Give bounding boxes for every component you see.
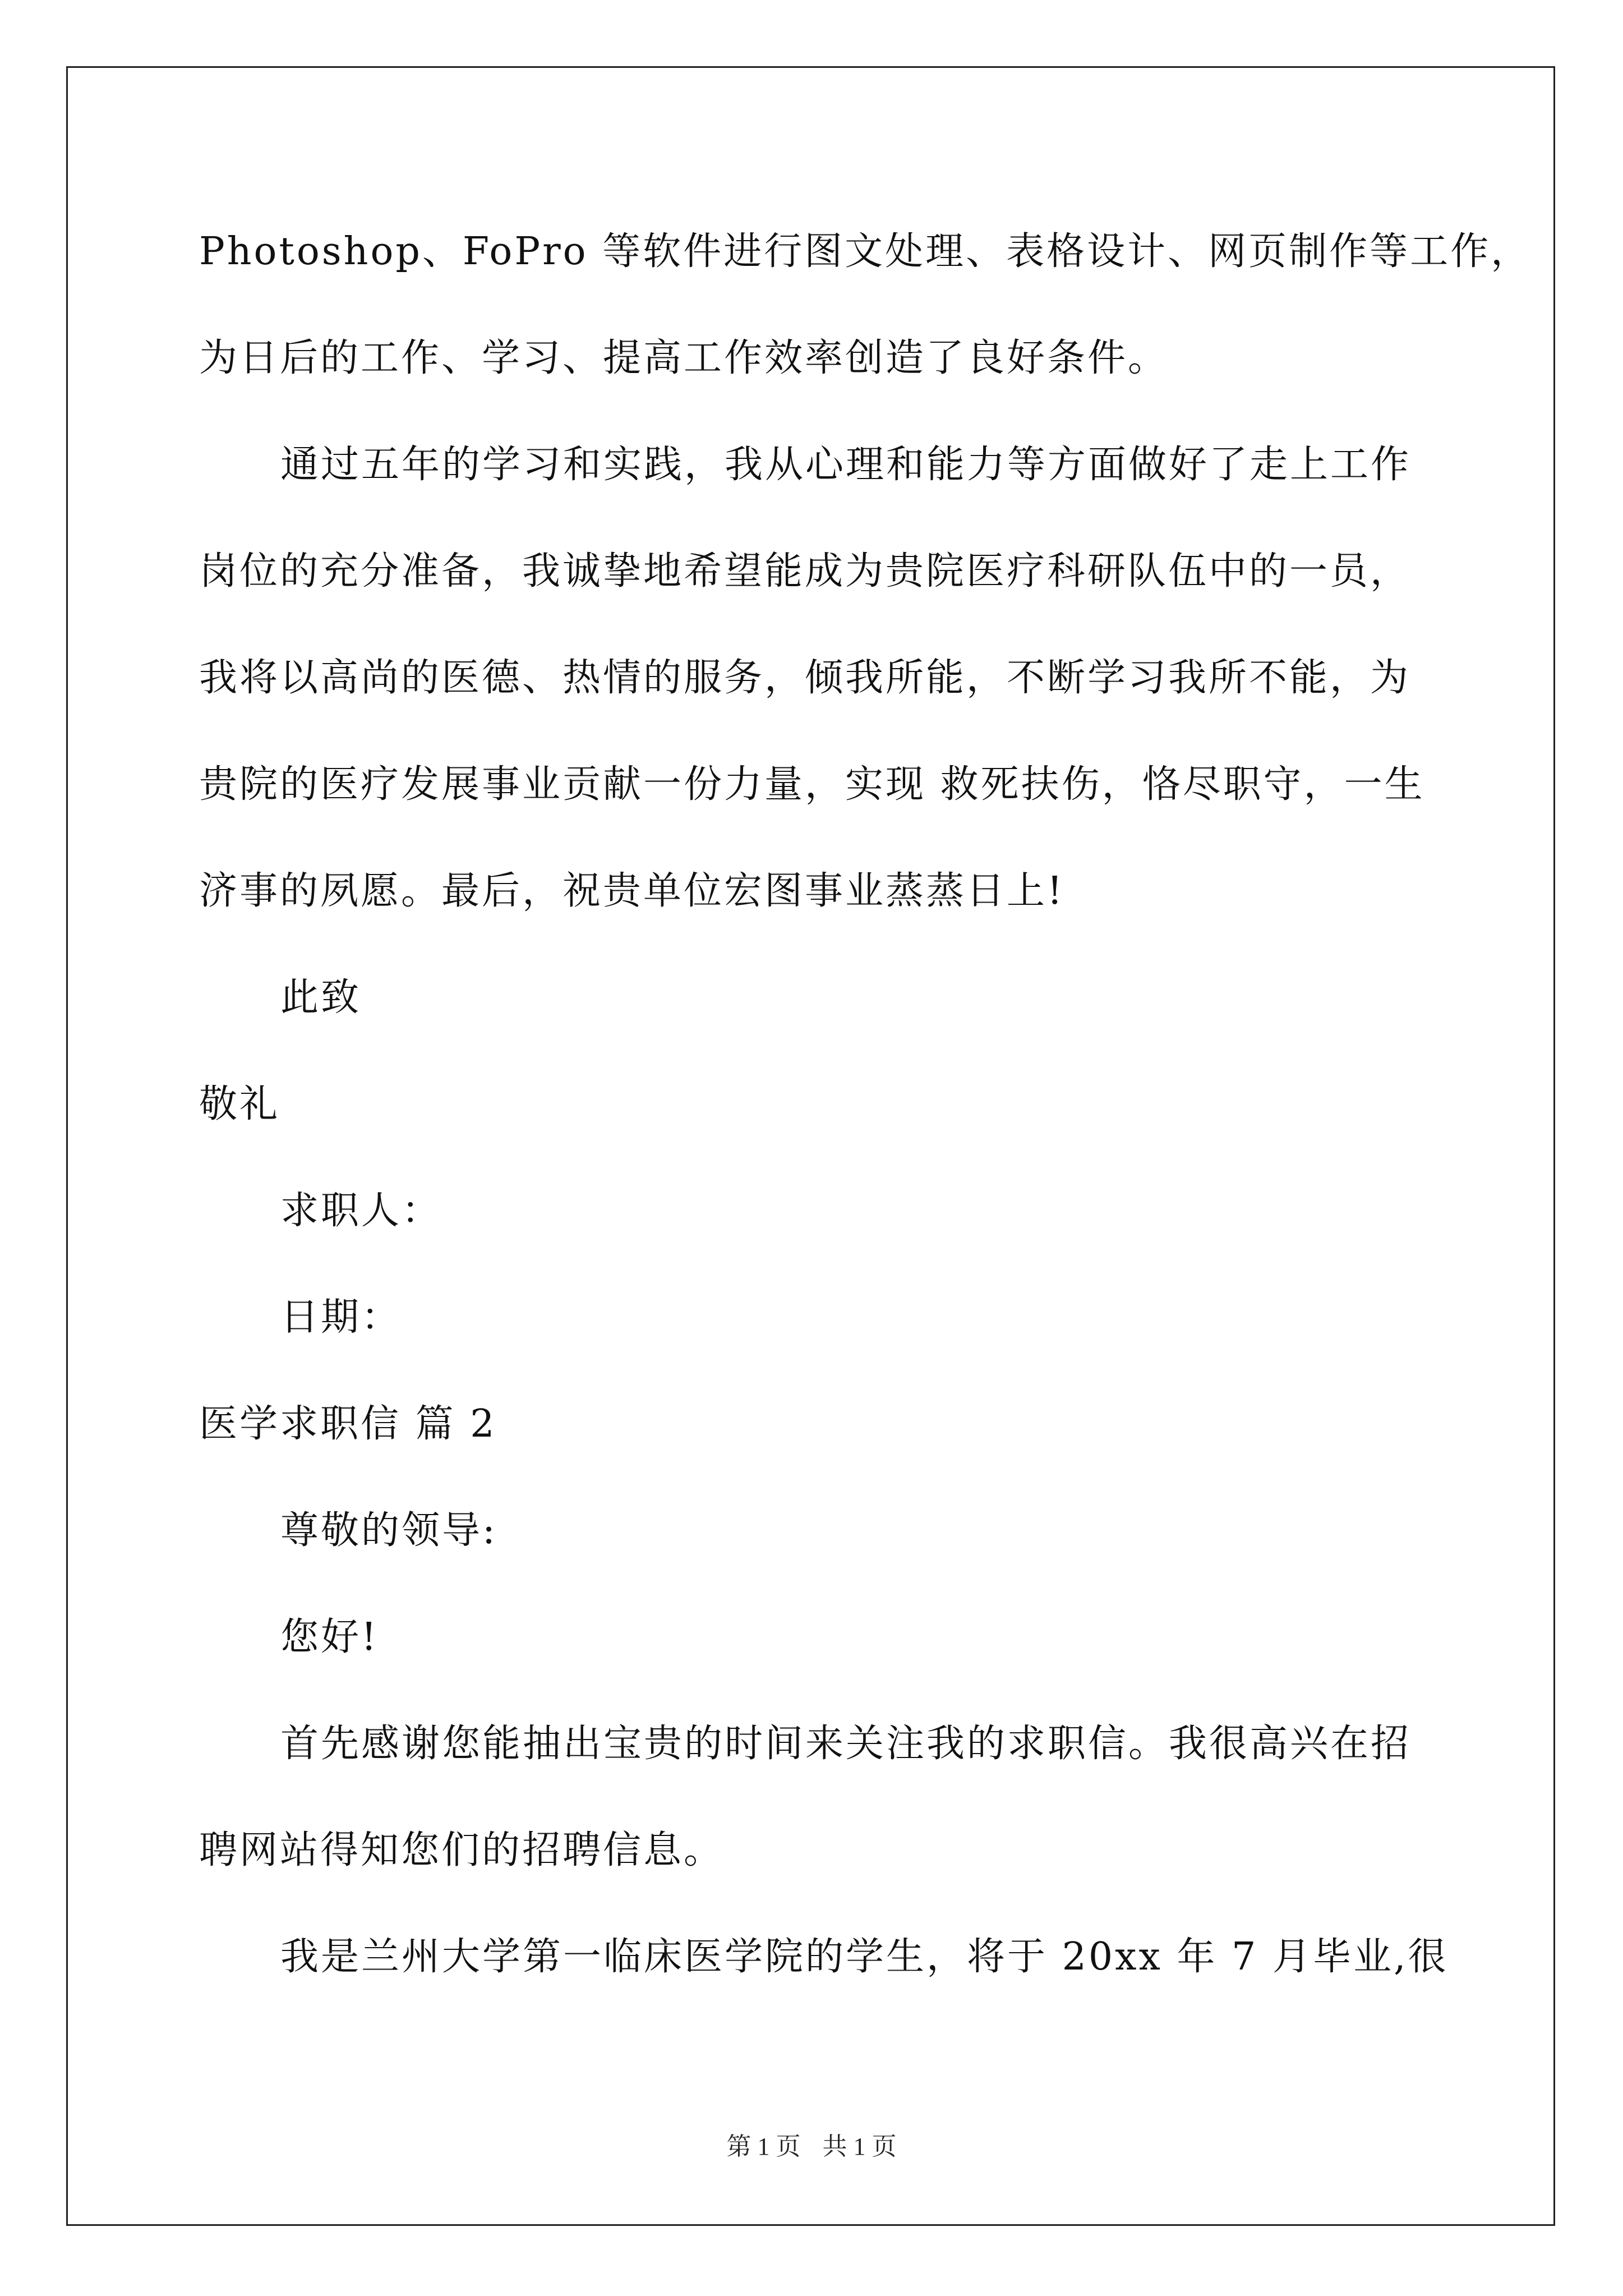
text-line: 聘网站得知您们的招聘信息。 xyxy=(199,1828,725,1872)
text-line: 岗位的充分准备，我诚挚地希望能成为贵院医疗科研队伍中的一员， xyxy=(199,549,1411,593)
page-footer xyxy=(0,2126,1623,2162)
date-label: 日期： xyxy=(280,1295,402,1340)
closing-phrase: 此致 xyxy=(280,976,362,1020)
text-line: 贵院的医疗发展事业贡献一份力量，实现 救死扶伤，恪尽职守，一生 xyxy=(199,762,1425,807)
text-line: Photoshop、FoPro 等软件进行图文处理、表格设计、网页制作等工作， xyxy=(199,229,1532,274)
salutation: 敬礼 xyxy=(199,1082,280,1126)
page-border xyxy=(66,66,1555,2226)
text-line: 济事的夙愿。最后，祝贵单位宏图事业蒸蒸日上! xyxy=(199,869,1065,913)
greeting-hello: 您好! xyxy=(280,1615,379,1659)
page-number: 第 1 页 xyxy=(726,2133,801,2160)
section-heading: 医学求职信 篇 2 xyxy=(199,1402,497,1446)
paragraph-start-line: 通过五年的学习和实践，我从心理和能力等方面做好了走上工作 xyxy=(280,443,1412,487)
paragraph-start-line: 我是兰州大学第一临床医学院的学生，将于 20xx 年 7 月毕业,很 xyxy=(280,1935,1449,1979)
paragraph-start-line: 首先感谢您能抽出宝贵的时间来关注我的求职信。我很高兴在招 xyxy=(280,1722,1412,1766)
text-line: 为日后的工作、学习、提高工作效率创造了良好条件。 xyxy=(199,336,1169,380)
greeting: 尊敬的领导: xyxy=(280,1508,497,1553)
text-line: 我将以高尚的医德、热情的服务，倾我所能，不断学习我所不能，为 xyxy=(199,656,1411,700)
applicant-label: 求职人： xyxy=(280,1189,442,1233)
page-total: 共 1 页 xyxy=(822,2133,897,2160)
